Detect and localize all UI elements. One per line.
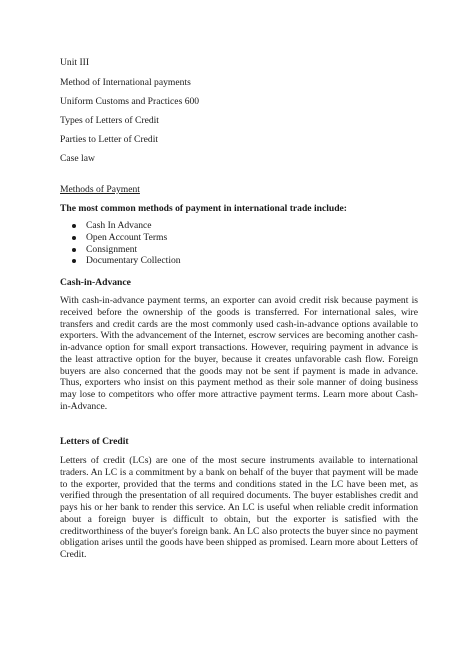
letters-of-credit-paragraph: Letters of credit (LCs) are one of the most secure instruments available to international traders. An LC is a commitment by a bank on behalf of the buyer that payment will be made to the exporter, provided that the terms and conditions stated in the LC have been met, as verified through the presentation of all required documents. The buyer establishes credit and pays his or her bank to render this service. An LC is useful when reliable credit information about a foreign buyer is difficult to obtain, but the exporter is satisfied with the creditworthiness of the buyer's foreign bank. An LC also protects the buyer since no payment obligation arises until the goods have been shipped as promised. Learn more about Letters of Credit. — [60, 455, 418, 560]
unit-title: Unit III — [60, 57, 90, 68]
bullet-icon — [72, 259, 76, 263]
methods-of-payment-heading: Methods of Payment — [60, 184, 140, 195]
cash-in-advance-heading: Cash-in-Advance — [60, 277, 131, 288]
bullet-icon — [72, 224, 76, 228]
outline-item-case-law: Case law — [60, 153, 95, 164]
list-item — [72, 220, 181, 232]
bullet-icon — [72, 236, 76, 240]
payment-methods-list — [72, 220, 181, 267]
list-item — [72, 255, 181, 267]
outline-item-parties-to-lc: Parties to Letter of Credit — [60, 134, 159, 145]
methods-intro: The most common methods of payment in international trade include: — [60, 203, 348, 214]
list-item — [72, 232, 181, 244]
outline-item-types-of-lc: Types of Letters of Credit — [60, 115, 159, 126]
outline-item-ucp-600: Uniform Customs and Practices 600 — [60, 96, 200, 107]
list-item-label: Documentary Collection — [86, 255, 181, 267]
outline-item-international-payments: Method of International payments — [60, 77, 191, 88]
list-item-label: Open Account Terms — [86, 231, 168, 243]
list-item-label: Cash In Advance — [86, 220, 152, 231]
list-item-label: Consignment — [86, 243, 138, 255]
list-item — [72, 244, 181, 256]
cash-in-advance-paragraph: With cash-in-advance payment terms, an exporter can avoid credit risk because payment is received before the ownership of the goods is transferred. For international sales, wire transfers and credit cards are the most commonly used cash-in-advance options available to exporters. With the advancement of the Internet, escrow services are becoming another cash-in-advance option for small export transactions. However, requiring payment in advance is the least attractive option for the buyer, because it creates unfavorable cash flow. Foreign buyers are also concerned that the goods may not be sent if payment is made in advance. Thus, exporters who insist on this payment method as their sole manner of doing business may lose to competitors who offer more attractive payment terms. Learn more about Cash-in-Advance. — [60, 295, 418, 412]
bullet-icon — [72, 248, 76, 252]
letters-of-credit-heading: Letters of Credit — [60, 436, 129, 447]
